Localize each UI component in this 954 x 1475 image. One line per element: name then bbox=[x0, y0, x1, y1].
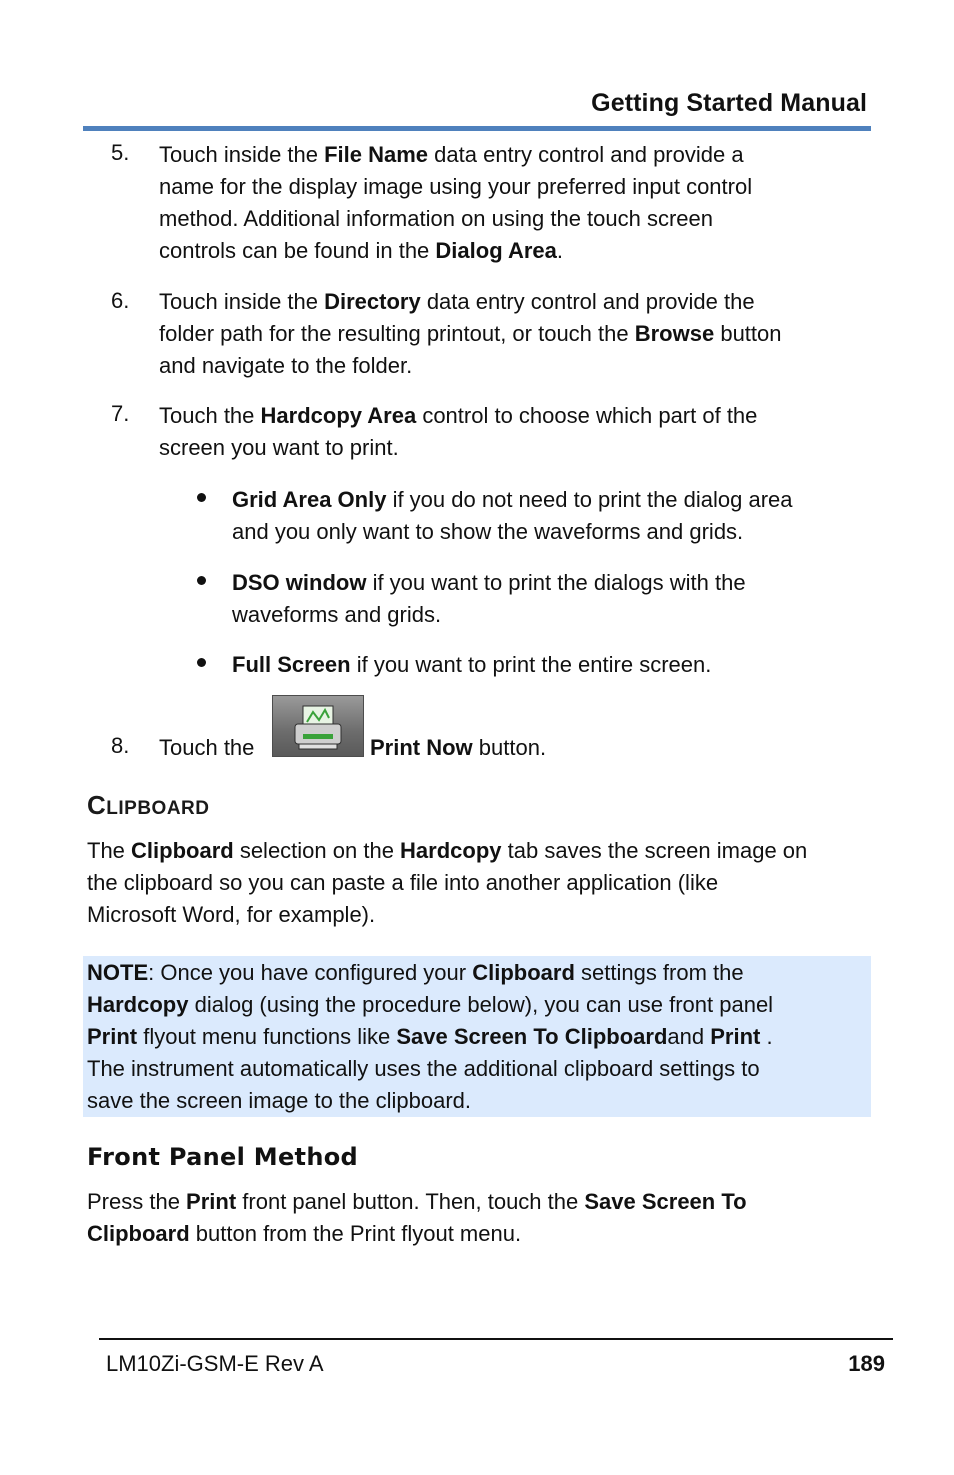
step-6-line-3: and navigate to the folder. bbox=[159, 353, 413, 378]
bullet-dso-window: DSO window if you want to print the dialogs with the waveforms and grids. bbox=[232, 570, 746, 627]
step-7-line-1: Touch the Hardcopy Area control to choose which part of the bbox=[159, 403, 758, 428]
footer-doc-id: LM10Zi-GSM-E Rev A bbox=[106, 1351, 324, 1376]
step-7-text bbox=[159, 400, 757, 464]
step-7-line-2: screen you want to print. bbox=[159, 435, 399, 460]
note-text: NOTE: Once you have configured your Clipboard settings from the Hardcopy dialog (using the procedure below), you can use front panel Print flyout menu functions like Save Screen To Clipboardand Print . The instrument automatically uses the additional clipboard settings to save the screen image to the clipboard. bbox=[87, 960, 774, 1113]
step-5-line-2: name for the display image using your preferred input control bbox=[159, 174, 753, 199]
step-8-text-a: Touch the bbox=[159, 735, 255, 760]
step-6-text bbox=[159, 286, 782, 382]
header-title: Getting Started Manual bbox=[591, 89, 867, 117]
step-8-number: 8. bbox=[111, 733, 130, 758]
bullet-full-screen: Full Screen if you want to print the entire screen. bbox=[232, 652, 712, 677]
step-5-line-1: Touch inside the File Name data entry control and provide a bbox=[159, 142, 744, 167]
step-6-line-1: Touch inside the Directory data entry control and provide the bbox=[159, 289, 755, 314]
section-title-clipboard: CLIPBOARD bbox=[87, 790, 210, 820]
step-8-text-b: Print Now button. bbox=[370, 735, 547, 760]
step-5-text bbox=[159, 139, 752, 267]
bullet-dot bbox=[197, 658, 206, 667]
print-now-icon bbox=[272, 695, 364, 757]
clipboard-paragraph: The Clipboard selection on the Hardcopy tab saves the screen image on the clipboard so you can paste a file into another application (like Microsoft Word, for example). bbox=[87, 838, 808, 927]
header-rule bbox=[83, 126, 871, 131]
bullet-grid-area-only: Grid Area Only if you do not need to print the dialog area and you only want to show the waveforms and grids. bbox=[232, 487, 793, 544]
step-5-line-3: method. Additional information on using the touch screen bbox=[159, 206, 714, 231]
step-5-line-4: controls can be found in the Dialog Area. bbox=[159, 238, 563, 263]
step-6-number: 6. bbox=[111, 288, 130, 313]
page-number: 189 bbox=[848, 1351, 885, 1376]
front-panel-heading: Front Panel Method bbox=[87, 1143, 358, 1171]
step-7-number: 7. bbox=[111, 401, 130, 426]
front-panel-paragraph: Press the Print front panel button. Then, touch the Save Screen To Clipboard button from the Print flyout menu. bbox=[87, 1189, 747, 1246]
step-6-line-2: folder path for the resulting printout, or touch the Browse button bbox=[159, 321, 782, 346]
bullet-dot bbox=[197, 576, 206, 585]
bullet-dot bbox=[197, 493, 206, 502]
footer-rule bbox=[99, 1338, 893, 1340]
step-5-number: 5. bbox=[111, 140, 130, 165]
